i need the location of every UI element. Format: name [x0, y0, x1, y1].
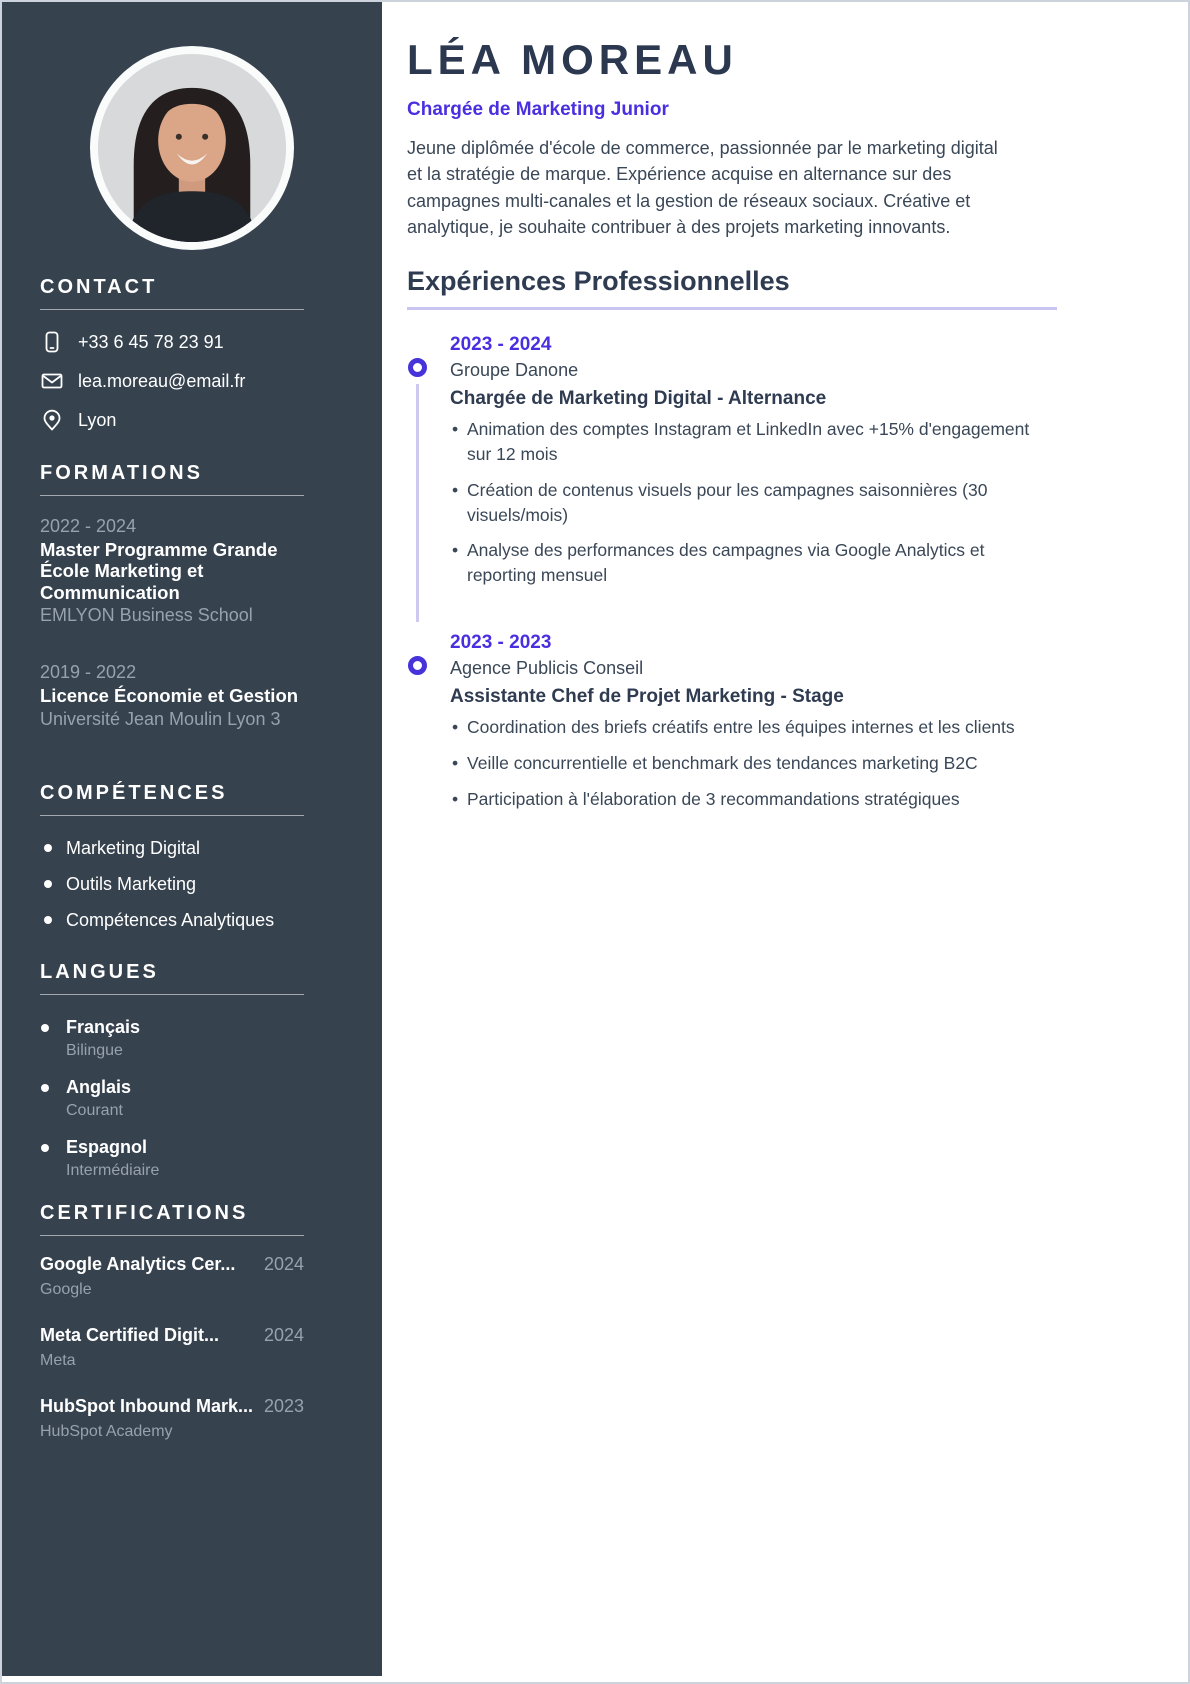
job-title: Chargée de Marketing Junior	[407, 99, 669, 120]
experience-bullets	[450, 417, 1057, 588]
certifications-heading: CERTIFICATIONS	[40, 1202, 249, 1225]
education-entry	[40, 516, 304, 626]
experience-role: Chargée de Marketing Digital - Alternance	[450, 388, 827, 410]
contact-item-email	[40, 369, 304, 393]
languages-list	[40, 1017, 304, 1180]
section-divider	[40, 815, 304, 816]
contact-list	[40, 330, 304, 432]
language-name: Espagnol	[66, 1137, 148, 1158]
language-item	[40, 1077, 304, 1120]
certification-issuer: Meta	[40, 1352, 76, 1370]
experience-item	[407, 632, 1057, 812]
education-school: EMLYON Business School	[40, 604, 253, 625]
profile-summary: Jeune diplômée d'école de commerce, passionnée par le marketing digital et la stratégie de marque. Expérience acquise en alternance sur des campagnes multi-canales et la gestion de réseaux sociaux. Créative et analytique, je souhaite contribuer à des projets marketing innovants.	[407, 138, 998, 237]
experience-timeline	[407, 334, 1188, 812]
education-school: Université Jean Moulin Lyon 3	[40, 708, 281, 729]
timeline-marker-icon	[408, 358, 427, 377]
contact-section	[40, 276, 304, 432]
candidate-name: LÉA MOREAU	[407, 36, 738, 83]
language-name: Français	[66, 1017, 141, 1038]
experience-bullet: • Création de contenus visuels pour les campagnes saisonnières (30 visuels/mois)	[450, 478, 1057, 528]
skill-item: Outils Marketing	[40, 874, 304, 895]
contact-email-text: lea.moreau@email.fr	[78, 370, 246, 391]
experience-item	[407, 334, 1057, 588]
language-item	[40, 1017, 304, 1060]
experience-dates: 2023 - 2023	[450, 632, 552, 654]
experiences-heading: Expériences Professionnelles	[407, 266, 1057, 310]
competences-heading: COMPÉTENCES	[40, 782, 228, 805]
certification-entry	[40, 1325, 304, 1370]
experience-dates: 2023 - 2024	[450, 334, 552, 356]
language-name: Anglais	[66, 1077, 132, 1098]
phone-icon	[40, 330, 64, 354]
language-level: Intermédiaire	[66, 1162, 160, 1180]
certification-issuer: HubSpot Academy	[40, 1423, 173, 1441]
contact-heading: CONTACT	[40, 276, 158, 298]
experience-company: Groupe Danone	[450, 360, 579, 381]
email-icon	[40, 369, 64, 393]
experience-bullet: • Coordination des briefs créatifs entre les équipes internes et les clients	[450, 715, 1057, 740]
experience-company: Agence Publicis Conseil	[450, 658, 644, 679]
skills-list	[40, 838, 304, 931]
education-title: Licence Économie et Gestion	[40, 685, 299, 707]
skill-item: Marketing Digital	[40, 838, 304, 859]
experience-role: Assistante Chef de Projet Marketing - Stage	[450, 686, 844, 708]
section-divider	[40, 309, 304, 310]
language-item	[40, 1137, 304, 1180]
timeline-marker-icon	[408, 656, 427, 675]
certification-name: Google Analytics Cer...	[40, 1254, 236, 1275]
experience-bullet: • Veille concurrentielle et benchmark des tendances marketing B2C	[450, 751, 1057, 776]
skill-item: Compétences Analytiques	[40, 910, 304, 931]
formations-heading: FORMATIONS	[40, 462, 203, 484]
portrait-illustration	[98, 54, 286, 242]
competences-section	[40, 782, 304, 931]
certification-entry	[40, 1396, 304, 1441]
section-divider	[40, 1235, 304, 1236]
certification-year: 2023	[263, 1396, 304, 1417]
certification-entry	[40, 1254, 304, 1299]
certification-issuer: Google	[40, 1281, 92, 1299]
experience-bullet: • Analyse des performances des campagnes via Google Analytics et reporting mensuel	[450, 538, 1057, 588]
main-content	[382, 2, 1188, 1682]
formations-section	[40, 462, 304, 730]
profile-photo	[90, 46, 294, 250]
section-divider	[40, 495, 304, 496]
contact-phone-text: +33 6 45 78 23 91	[78, 331, 224, 352]
contact-location-text: Lyon	[78, 409, 117, 430]
langues-section	[40, 961, 304, 1180]
language-level: Bilingue	[66, 1042, 123, 1060]
location-icon	[40, 408, 64, 432]
education-title: Master Programme Grande École Marketing et Communication	[40, 539, 278, 603]
contact-item-location	[40, 408, 304, 432]
certification-name: HubSpot Inbound Mark...	[40, 1396, 253, 1417]
experience-bullets	[450, 715, 1057, 812]
certification-name: Meta Certified Digit...	[40, 1325, 220, 1346]
langues-heading: LANGUES	[40, 961, 159, 984]
education-dates: 2022 - 2024	[40, 516, 137, 536]
experience-bullet: • Animation des comptes Instagram et LinkedIn avec +15% d'engagement sur 12 mois	[450, 417, 1057, 467]
certification-year: 2024	[263, 1254, 304, 1275]
section-divider	[40, 994, 304, 995]
education-entry	[40, 662, 304, 730]
education-dates: 2019 - 2022	[40, 662, 137, 683]
contact-item-phone	[40, 330, 304, 354]
certification-year: 2024	[263, 1325, 304, 1346]
certifications-section	[40, 1202, 304, 1441]
experience-bullet: • Participation à l'élaboration de 3 recommandations stratégiques	[450, 787, 1057, 812]
language-level: Courant	[66, 1102, 123, 1120]
timeline-connector	[416, 384, 419, 622]
sidebar	[2, 2, 382, 1676]
